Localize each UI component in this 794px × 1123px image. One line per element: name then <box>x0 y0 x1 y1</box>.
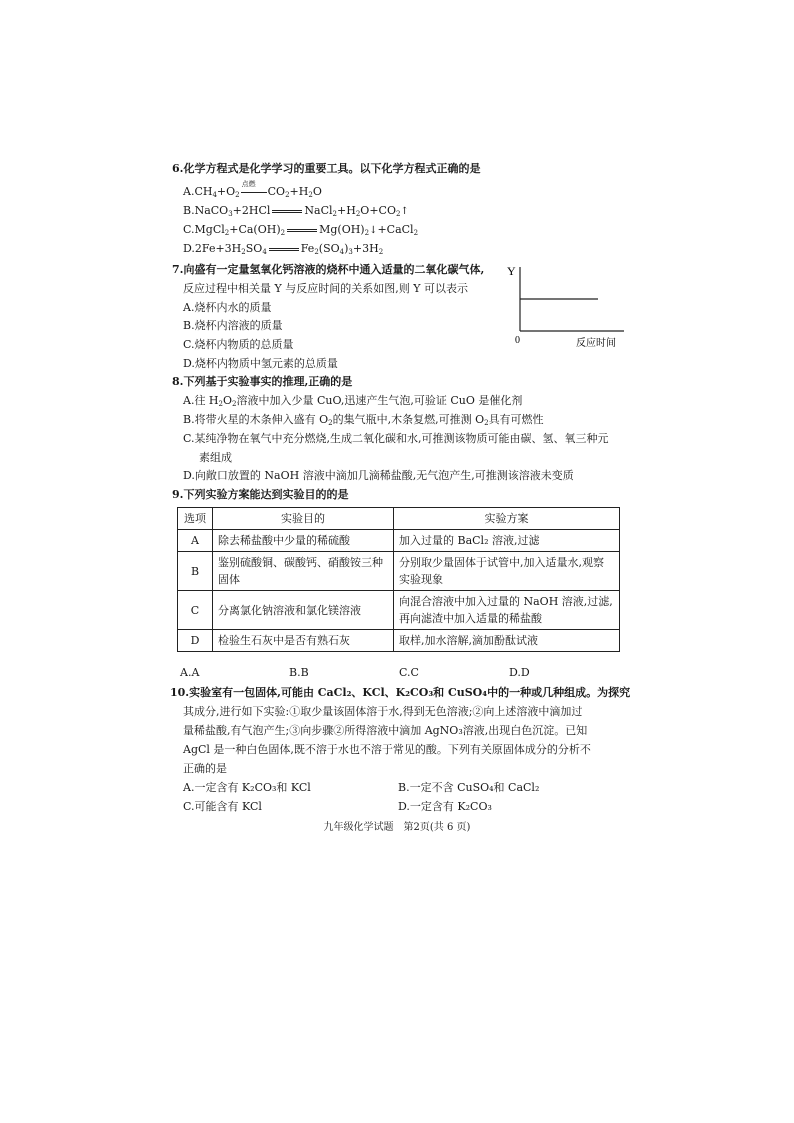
q8-option-c-line2: 素组成 <box>199 451 232 464</box>
q10-line4: AgCl 是一种白色固体,既不溶于水也不溶于常见的酸。下列有关原固体成分的分析不 <box>183 743 591 756</box>
origin-label: 0 <box>515 335 520 346</box>
q9-choice-c: C.C <box>399 666 419 679</box>
header-plan: 实验方案 <box>394 508 620 530</box>
q7-stem-line2: 反应过程中相关量 Y 与反应时间的关系如图,则 Y 可以表示 <box>183 282 469 295</box>
q10-option-d: D.一定含有 K₂CO₃ <box>398 800 492 813</box>
row-goal: 分离氯化钠溶液和氯化镁溶液 <box>213 591 394 630</box>
q7-stem-line1: 7.向盛有一定量氢氧化钙溶液的烧杯中通入适量的二氧化碳气体, <box>172 263 485 276</box>
row-plan: 向混合溶液中加入过量的 NaOH 溶液,过滤,再向滤渣中加入适量的稀盐酸 <box>394 591 620 630</box>
q10-option-a: A.一定含有 K₂CO₃和 KCl <box>183 781 311 794</box>
q7-option-a: A.烧杯内水的质量 <box>183 301 272 314</box>
row-goal: 除去稀盐酸中少量的稀硫酸 <box>213 530 394 552</box>
header-option: 选项 <box>178 508 213 530</box>
q10-line3: 量稀盐酸,有气泡产生;③向步骤②所得溶液中滴加 AgNO₃溶液,出现白色沉淀。已知 <box>183 724 588 737</box>
q9-stem: 9.下列实验方案能达到实验目的的是 <box>172 488 349 501</box>
q10-option-b: B.一定不含 CuSO₄和 CaCl₂ <box>398 781 540 794</box>
q9-table <box>177 507 620 652</box>
x-axis-label: 反应时间 <box>576 338 616 349</box>
q9-choice-b: B.B <box>289 666 309 679</box>
q10-option-c: C.可能含有 KCl <box>183 800 262 813</box>
header-goal: 实验目的 <box>213 508 394 530</box>
reaction-condition: 点燃 <box>240 184 268 200</box>
row-option: A <box>178 530 213 552</box>
table-row <box>178 552 620 591</box>
q7-graph <box>506 263 626 355</box>
q8-option-a: A.往 $H_2O_2$溶液中加入少量 CuO,迅速产生气泡,可验证 CuO 是催化剂 <box>183 394 523 408</box>
page-footer: 九年级化学试题 第2页(共 6 页) <box>323 822 471 833</box>
row-goal: 鉴别硫酸铜、碳酸钙、硝酸铵三种固体 <box>213 552 394 591</box>
q9-choice-a: A.A <box>180 666 200 679</box>
q7-option-d: D.烧杯内物质中氢元素的总质量 <box>183 357 338 370</box>
q6-stem: 6.化学方程式是化学学习的重要工具。以下化学方程式正确的是 <box>172 162 481 175</box>
row-goal: 检验生石灰中是否有熟石灰 <box>213 630 394 652</box>
q8-stem: 8.下列基于实验事实的推理,正确的是 <box>172 375 353 388</box>
q6-option-b: B.NaCO$_3$+2HCl $NaCl_2+H_2O+CO_2↑$ <box>183 204 409 218</box>
table-row <box>178 530 620 552</box>
row-option: C <box>178 591 213 630</box>
row-option: B <box>178 552 213 591</box>
q6-option-c: $C.MgCl_2+Ca(OH)_2$ $Mg(OH)_2↓+CaCl_2$ <box>183 223 419 237</box>
row-plan: 加入过量的 BaCl₂ 溶液,过滤 <box>394 530 620 552</box>
q10-line1: 10.实验室有一包固体,可能由 CaCl₂、KCl、K₂CO₃和 CuSO₄中的一种或几种组成。为探究 <box>170 686 631 699</box>
q6-option-d: $D.2Fe+3H_2SO_4$ $Fe_2(SO_4)_3+3H_2$ <box>183 242 384 256</box>
q8-option-b: B.将带火星的木条伸入盛有 $O_2$的集气瓶中,木条复燃,可推测 $O_2$具有可燃性 <box>183 413 544 427</box>
q10-line2: 其成分,进行如下实验:①取少量该固体溶于水,得到无色溶液;②向上述溶液中滴加过 <box>183 705 583 718</box>
q9-choice-d: D.D <box>509 666 530 679</box>
q6-option-a: $A.CH_4+O_2$ 点燃 $CO_2+H_2O$ <box>183 180 322 199</box>
q7-option-b: B.烧杯内溶液的质量 <box>183 319 283 332</box>
table-row <box>178 630 620 652</box>
y-axis-label: Y <box>507 264 516 278</box>
q8-option-d: D.向敞口放置的 NaOH 溶液中滴加几滴稀盐酸,无气泡产生,可推测该溶液未变质 <box>183 469 574 482</box>
table-row <box>178 591 620 630</box>
row-plan: 分别取少量固体于试管中,加入适量水,观察实验现象 <box>394 552 620 591</box>
q10-line5: 正确的是 <box>183 762 227 775</box>
row-plan: 取样,加水溶解,滴加酚酞试液 <box>394 630 620 652</box>
q8-option-c-line1: C.某纯净物在氧气中充分燃烧,生成二氧化碳和水,可推测该物质可能由碳、氢、氧三种元 <box>183 432 609 445</box>
row-option: D <box>178 630 213 652</box>
q7-option-c: C.烧杯内物质的总质量 <box>183 338 294 351</box>
table-header-row <box>178 508 620 530</box>
